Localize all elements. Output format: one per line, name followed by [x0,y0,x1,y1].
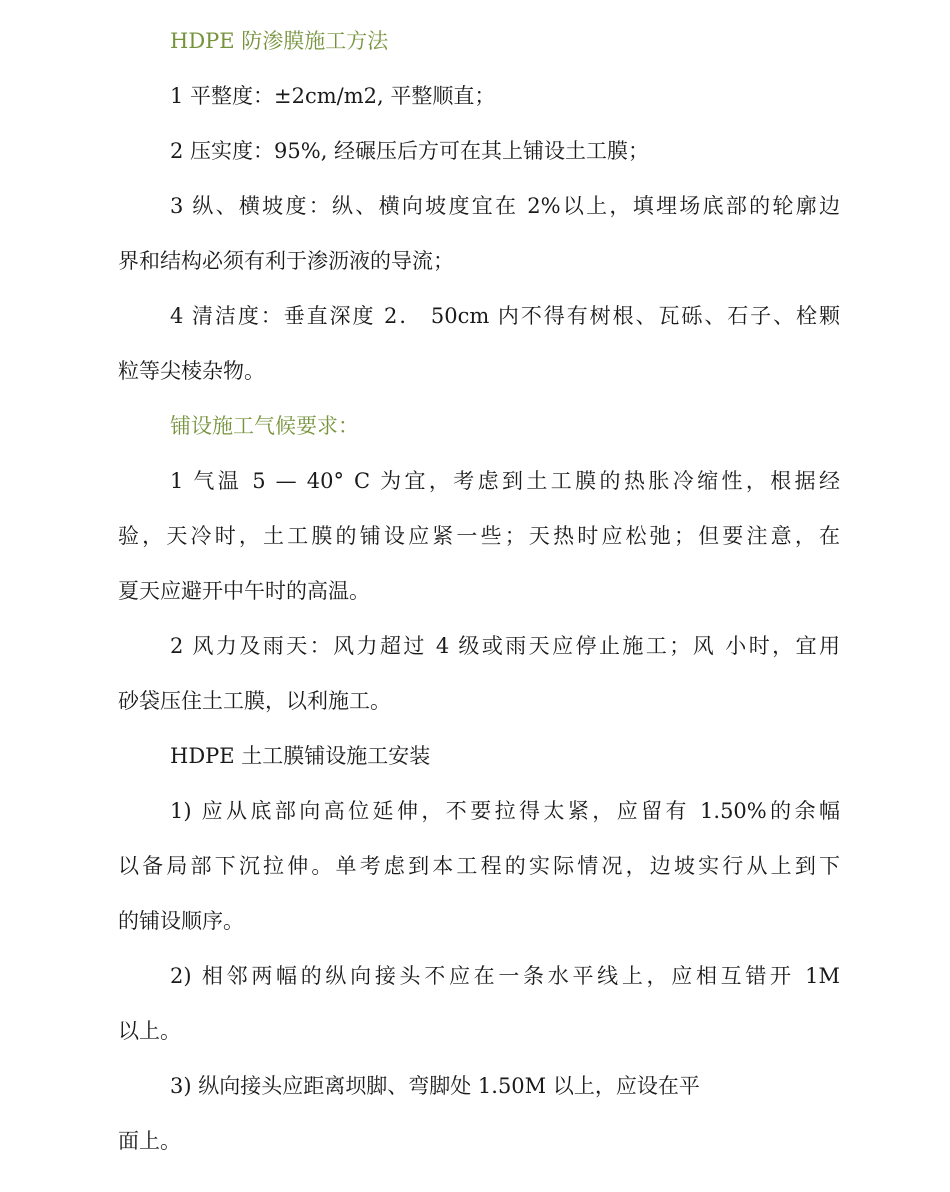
paragraph-slope-line2: 界和结构必须有利于渗沥液的导流； [118,249,454,273]
paragraph-wind-line2: 砂袋压住土工膜，以利施工。 [118,689,391,713]
paragraph-temperature-line3: 夏天应避开中午时的高温。 [118,579,370,603]
paragraph-slope-line1: 3 纵、横坡度：纵、横向坡度宜在 2%以上，填埋场底部的轮廓边 [170,194,840,218]
paragraph-temperature-line1: 1 气温 5 — 40° C 为宜，考虑到土工膜的热胀冷缩性，根据经 [170,469,840,493]
document-page [118,14,840,1169]
paragraph-install-3-line2: 面上。 [118,1129,181,1153]
paragraph-install-1-line3: 的铺设顺序。 [118,909,244,933]
section-heading-climate: 铺设施工气候要求： [170,414,359,438]
paragraph-install-1-line1: 1) 应从底部向高位延伸，不要拉得太紧，应留有 1.50%的余幅 [170,799,840,823]
paragraph-flatness: 1 平整度：±2cm/m2, 平整顺直； [170,84,496,108]
section-heading-hdpe-method: HDPE 防渗膜施工方法 [170,29,389,53]
paragraph-cleanliness-line2: 粒等尖棱杂物。 [118,359,265,383]
section-heading-installation: HDPE 土工膜铺设施工安装 [170,744,431,768]
paragraph-wind-line1: 2 风力及雨天：风力超过 4 级或雨天应停止施工；风 小时，宜用 [170,634,840,658]
paragraph-install-1-line2: 以备局部下沉拉伸。单考虑到本工程的实际情况，边坡实行从上到下 [118,854,840,878]
paragraph-temperature-line2: 验，天冷时，土工膜的铺设应紧一些；天热时应松弛；但要注意，在 [118,524,840,548]
paragraph-install-2-line1: 2) 相邻两幅的纵向接头不应在一条水平线上，应相互错开 1M [170,964,840,988]
paragraph-cleanliness-line1: 4 清洁度：垂直深度 2． 50cm 内不得有树根、瓦砾、石子、栓颗 [170,304,840,328]
paragraph-install-3-line1: 3) 纵向接头应距离坝脚、弯脚处 1.50M 以上，应设在平 [170,1074,700,1098]
paragraph-install-2-line2: 以上。 [118,1019,181,1043]
paragraph-compaction: 2 压实度：95%, 经碾压后方可在其上铺设土工膜； [170,139,650,163]
